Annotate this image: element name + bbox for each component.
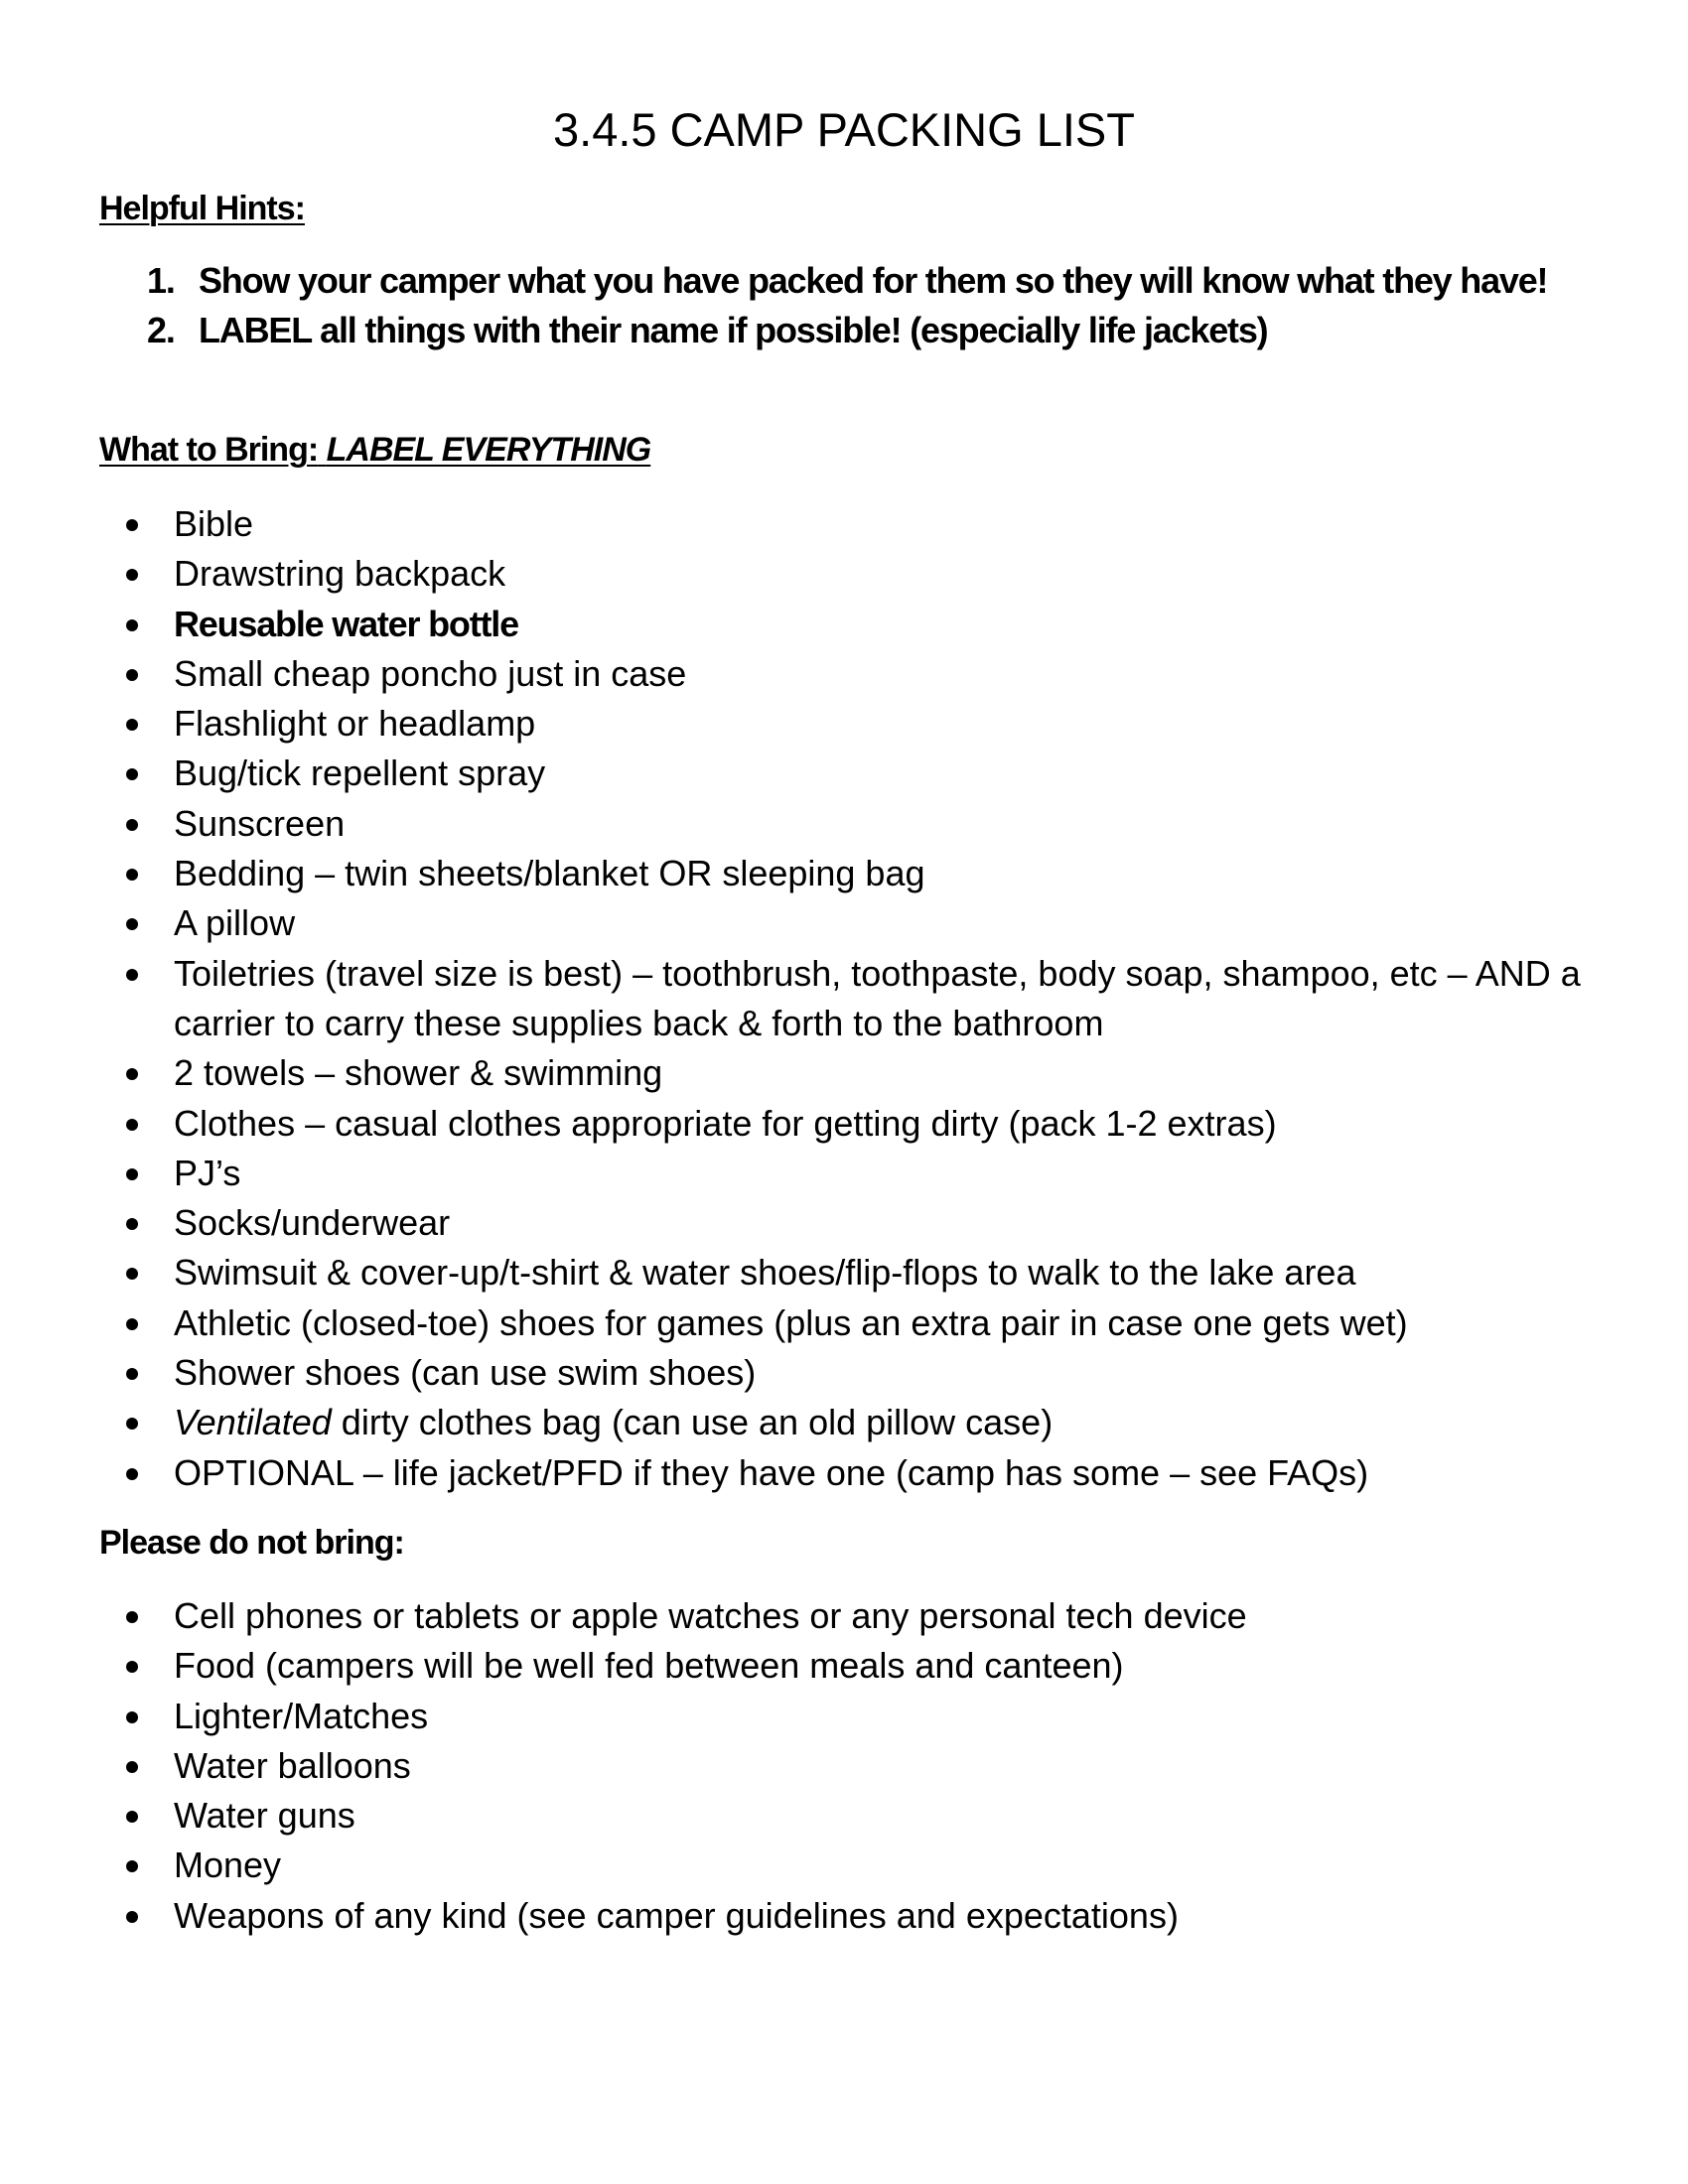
bullet-icon [126, 569, 138, 581]
ventilated-emphasis: Ventilated [174, 1402, 332, 1443]
bullet-icon [126, 768, 138, 780]
list-item: Money [174, 1841, 1584, 1890]
list-item: Weapons of any kind (see camper guidelines and expectations) [174, 1891, 1584, 1941]
hint-number: 2. [147, 310, 175, 350]
bullet-icon [126, 1119, 138, 1131]
hint-text: LABEL all things with their name if possible! (especially life jackets) [199, 310, 1268, 350]
list-item: Drawstring backpack [174, 549, 1584, 599]
list-item: Ventilated dirty clothes bag (can use an old pillow case) [174, 1398, 1584, 1447]
bullet-icon [126, 1268, 138, 1280]
bullet-icon [126, 1068, 138, 1080]
list-item: Bedding – twin sheets/blanket OR sleeping bag [174, 849, 1584, 898]
bullet-icon [126, 1611, 138, 1623]
list-item: Bug/tick repellent spray [174, 749, 1584, 798]
hint-text: Show your camper what you have packed for them so they will know what they have! [199, 260, 1548, 301]
bullet-icon [126, 1661, 138, 1673]
list-item: Lighter/Matches [174, 1692, 1584, 1741]
bullet-icon [126, 1761, 138, 1773]
list-item: Socks/underwear [174, 1198, 1584, 1248]
hint-item [147, 306, 1609, 355]
page-title: 3.4.5 CAMP PACKING LIST [553, 103, 1135, 156]
what-to-bring-heading [99, 428, 650, 472]
helpful-hints-list [147, 256, 1609, 355]
bullet-icon [126, 819, 138, 831]
list-item: Swimsuit & cover-up/t-shirt & water shoes/flip-flops to walk to the lake area [174, 1248, 1584, 1297]
list-item: Clothes – casual clothes appropriate for getting dirty (pack 1-2 extras) [174, 1099, 1584, 1149]
list-item: OPTIONAL – life jacket/PFD if they have one (camp has some – see FAQs) [174, 1448, 1584, 1498]
list-item: A pillow [174, 898, 1584, 948]
helpful-hints-heading [99, 187, 305, 230]
what-to-bring-list [174, 499, 1584, 1498]
bullet-icon [126, 969, 138, 981]
please-do-not-bring-list [174, 1591, 1584, 1941]
list-item: Water balloons [174, 1741, 1584, 1791]
bullet-icon [126, 519, 138, 531]
bullet-icon [126, 1318, 138, 1330]
list-item: Flashlight or headlamp [174, 699, 1584, 749]
bullet-icon [126, 1368, 138, 1380]
list-item: Athletic (closed-toe) shoes for games (plus an extra pair in case one gets wet) [174, 1298, 1584, 1348]
bullet-icon [126, 669, 138, 681]
bullet-icon [126, 869, 138, 881]
please-do-not-bring-heading: Please do not bring: [99, 1524, 404, 1562]
bullet-icon [126, 1168, 138, 1180]
bullet-icon [126, 1418, 138, 1430]
hint-item [147, 256, 1609, 306]
bullet-icon [126, 1218, 138, 1230]
list-item: Water guns [174, 1791, 1584, 1841]
bullet-icon [126, 1911, 138, 1923]
list-item: PJ’s [174, 1149, 1584, 1198]
hint-number: 1. [147, 260, 175, 301]
bullet-icon [126, 619, 138, 631]
list-item: Cell phones or tablets or apple watches or any personal tech device [174, 1591, 1584, 1641]
list-item: Bible [174, 499, 1584, 549]
list-item: Toiletries (travel size is best) – toothbrush, toothpaste, body soap, shampoo, etc – AND a carrier to carry these supplies back & forth to the bathroom [174, 949, 1584, 1049]
label-everything-emphasis: LABEL EVERYTHING [326, 431, 651, 469]
list-item: Reusable water bottle [174, 600, 1584, 649]
list-item: Sunscreen [174, 799, 1584, 849]
bullet-icon [126, 719, 138, 731]
list-item: Food (campers will be well fed between meals and canteen) [174, 1641, 1584, 1691]
bullet-icon [126, 1711, 138, 1723]
bullet-icon [126, 1860, 138, 1872]
helpful-hints-heading-text: Helpful Hints: [99, 190, 305, 227]
list-item: Small cheap poncho just in case [174, 649, 1584, 699]
bullet-icon [126, 1468, 138, 1480]
list-item: Shower shoes (can use swim shoes) [174, 1348, 1584, 1398]
what-to-bring-heading-text: What to Bring: [99, 431, 319, 469]
bullet-icon [126, 1811, 138, 1823]
bullet-icon [126, 918, 138, 930]
list-item: 2 towels – shower & swimming [174, 1048, 1584, 1098]
